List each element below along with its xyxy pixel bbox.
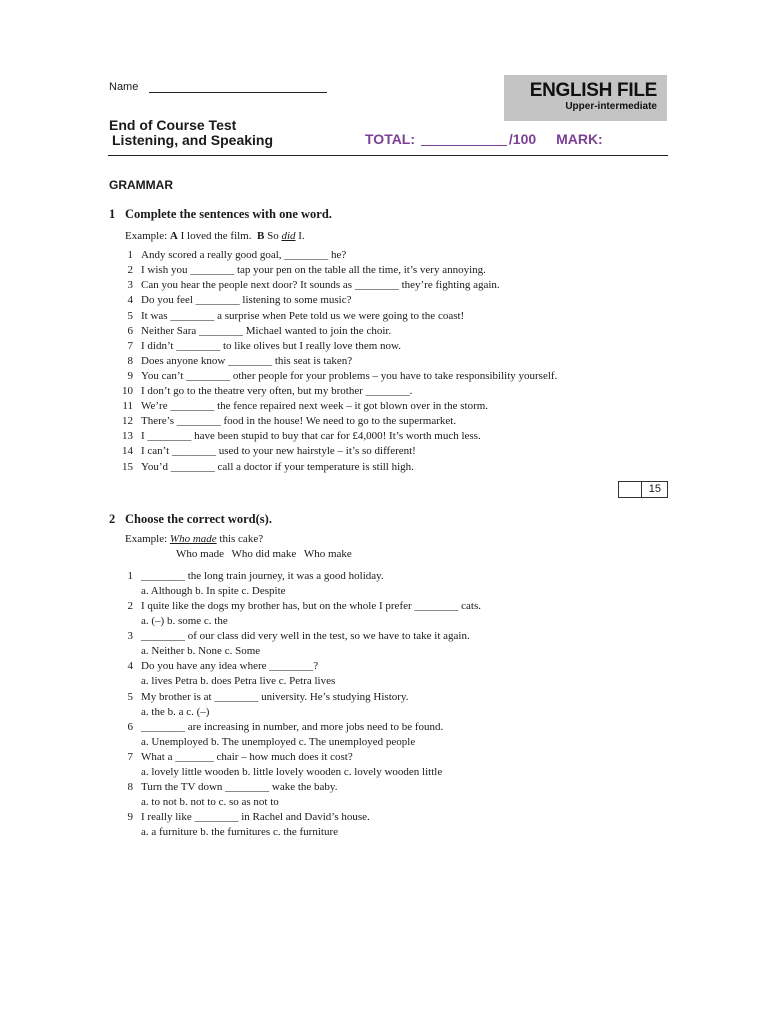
speaker-a-marker: A [169, 230, 178, 242]
question-text: I ________ have been stupid to buy that car for £4,000! It’s worth much less. [141, 430, 481, 442]
english-file-logo [504, 75, 667, 121]
question-row[interactable] [108, 263, 486, 278]
example-alternative: Who made [176, 548, 224, 560]
question-row[interactable] [108, 569, 384, 584]
answer-options[interactable]: a. Although b. In spite c. Despite [141, 585, 286, 597]
question-row[interactable] [108, 324, 391, 339]
answer-options[interactable]: a. the b. a c. (–) [141, 706, 210, 718]
question-text: Do you have any idea where ________? [141, 660, 319, 672]
question-row[interactable] [108, 720, 443, 735]
example-prefix: Example: [125, 230, 168, 242]
question-number: 6 [127, 721, 133, 733]
question-row[interactable] [108, 399, 488, 414]
test-title: End of Course Test [109, 117, 237, 133]
exercise-number: 2 [109, 512, 116, 526]
answer-options[interactable]: a. a furniture b. the furnitures c. the furniture [141, 826, 339, 838]
example-alternative: Who make [303, 548, 352, 560]
answer-options[interactable]: a. lives Petra b. does Petra live c. Petra lives [141, 675, 336, 687]
question-text: I can’t ________ used to your new hairstyle – it’s so different! [141, 445, 416, 457]
question-number: 9 [127, 811, 133, 823]
exercise-instruction: Choose the correct word(s). [125, 512, 272, 526]
question-number: 5 [127, 310, 133, 322]
example-b-pre: So [267, 230, 279, 242]
question-number: 8 [127, 781, 133, 793]
question-number: 4 [127, 660, 133, 672]
header-divider [108, 155, 668, 156]
example-prefix: Example: [125, 533, 168, 545]
question-text: I didn’t ________ to like olives but I really love them now. [141, 340, 401, 352]
question-row[interactable] [108, 339, 401, 354]
question-row[interactable] [108, 599, 481, 614]
question-text: I really like ________ in Rachel and David’s house. [141, 811, 370, 823]
question-number: 13 [122, 430, 133, 442]
question-text: Turn the TV down ________ wake the baby. [141, 781, 338, 793]
answer-options[interactable]: a. to not b. not to c. so as not to [141, 796, 279, 808]
question-number: 1 [127, 570, 133, 582]
question-row[interactable] [108, 659, 318, 674]
question-row[interactable] [108, 248, 346, 263]
question-row[interactable] [108, 278, 500, 293]
question-number: 14 [122, 445, 133, 457]
question-row[interactable] [108, 444, 416, 459]
question-text: You can’t ________ other people for your problems – you have to take responsibility yourself. [141, 370, 558, 382]
question-text: I quite like the dogs my brother has, but on the whole I prefer ________ cats. [141, 600, 482, 612]
test-subtitle: Listening, and Speaking [112, 132, 274, 148]
question-number: 9 [127, 370, 133, 382]
example-alternative: Who did make [231, 548, 297, 560]
total-mark-area [365, 131, 603, 147]
exercise-number: 1 [109, 207, 116, 221]
question-text: ________ the long train journey, it was a good holiday. [141, 570, 384, 582]
example-answer: Who made [169, 533, 217, 545]
exercise-1-score-box[interactable] [618, 481, 668, 498]
question-text: Does anyone know ________ this seat is taken? [141, 355, 353, 367]
question-number: 7 [127, 751, 133, 763]
question-text: Do you feel ________ listening to some music? [141, 294, 352, 306]
exercise-2-example [125, 533, 263, 545]
question-row[interactable] [108, 414, 456, 429]
answer-options[interactable]: a. lovely little wooden b. little lovely wooden c. lovely wooden little [141, 766, 443, 778]
question-row[interactable] [108, 460, 414, 475]
exercise-1-heading [109, 207, 332, 222]
question-number: 15 [122, 461, 133, 473]
question-text: It was ________ a surprise when Pete told us we were going to the coast! [141, 310, 465, 322]
question-text: Can you hear the people next door? It sounds as ________ they’re fighting again. [141, 279, 500, 291]
total-label: TOTAL: [365, 131, 416, 147]
answer-options[interactable]: a. (–) b. some c. the [141, 615, 228, 627]
example-alternatives [176, 548, 357, 560]
question-row[interactable] [108, 293, 352, 308]
question-number: 6 [127, 325, 133, 337]
question-number: 12 [122, 415, 133, 427]
question-row[interactable] [108, 780, 337, 795]
question-number: 1 [127, 249, 133, 261]
question-text: Andy scored a really good goal, ________ he? [141, 249, 347, 261]
mark-label: MARK: [556, 131, 603, 147]
answer-options[interactable]: a. Unemployed b. The unemployed c. The unemployed people [141, 736, 416, 748]
example-text: this cake? [219, 533, 264, 545]
question-text: Neither Sara ________ Michael wanted to join the choir. [141, 325, 392, 337]
question-number: 8 [127, 355, 133, 367]
logo-subtitle: Upper-intermediate [565, 101, 657, 112]
question-text: I wish you ________ tap your pen on the table all the time, it’s very annoying. [141, 264, 486, 276]
total-suffix: /100 [508, 131, 537, 147]
question-number: 3 [127, 630, 133, 642]
exercise-instruction: Complete the sentences with one word. [125, 207, 332, 221]
question-text: ________ are increasing in number, and more jobs need to be found. [141, 721, 444, 733]
example-answer: did [281, 230, 296, 242]
question-text: There’s ________ food in the house! We need to go to the supermarket. [141, 415, 457, 427]
question-row[interactable] [108, 750, 353, 765]
logo-title: ENGLISH FILE [529, 80, 657, 101]
question-number: 2 [127, 600, 133, 612]
question-row[interactable] [108, 384, 412, 399]
question-text: We’re ________ the fence repaired next week – it got blown over in the storm. [141, 400, 489, 412]
question-row[interactable] [108, 354, 352, 369]
example-b-post: I. [298, 230, 305, 242]
exercise-1-example [125, 230, 305, 242]
name-field[interactable] [149, 92, 327, 93]
answer-options[interactable]: a. Neither b. None c. Some [141, 645, 261, 657]
question-row[interactable] [108, 629, 470, 644]
example-a-text: I loved the film. [180, 230, 252, 242]
question-row[interactable] [108, 810, 370, 825]
question-row[interactable] [108, 429, 481, 444]
score-entry-cell[interactable] [619, 482, 642, 497]
question-row[interactable] [108, 369, 557, 384]
question-row[interactable] [108, 690, 408, 705]
question-text: My brother is at ________ university. He’s studying History. [141, 691, 409, 703]
score-total: 15 [648, 483, 661, 495]
question-text: You’d ________ call a doctor if your temperature is still high. [141, 461, 414, 473]
question-number: 10 [122, 385, 133, 397]
question-row[interactable] [108, 309, 464, 324]
question-text: ________ of our class did very well in the test, so we have to take it again. [141, 630, 470, 642]
question-number: 3 [127, 279, 133, 291]
question-text: What a _______ chair – how much does it cost? [141, 751, 353, 763]
question-number: 7 [127, 340, 133, 352]
section-title: GRAMMAR [109, 178, 173, 192]
name-label: Name [109, 81, 139, 93]
question-number: 4 [127, 294, 133, 306]
question-number: 11 [122, 400, 133, 412]
exercise-2-heading [109, 512, 272, 527]
question-number: 2 [127, 264, 133, 276]
question-number: 5 [127, 691, 133, 703]
question-text: I don’t go to the theatre very often, but my brother ________. [141, 385, 413, 397]
speaker-b-marker: B [256, 230, 265, 242]
total-score-field[interactable] [421, 145, 507, 146]
